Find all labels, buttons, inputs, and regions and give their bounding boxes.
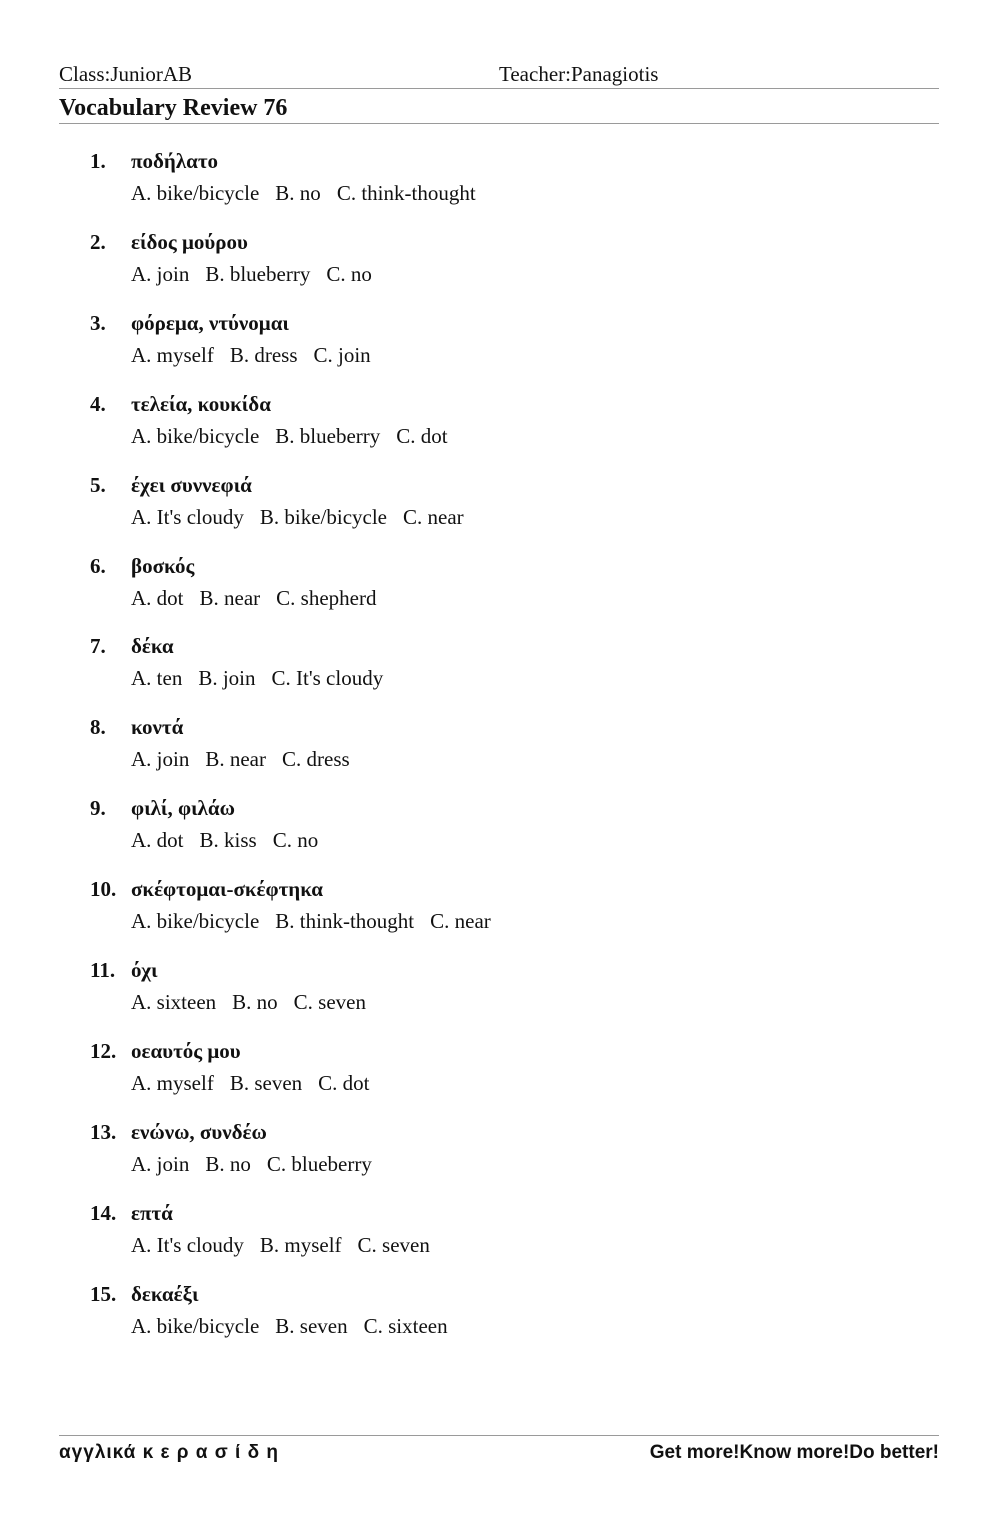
question-item [0, 1282, 1000, 1352]
question-word: φιλί, φιλάω [131, 796, 235, 821]
footer-divider [59, 1435, 939, 1436]
question-number: 2. [90, 229, 106, 254]
question-number: 15. [90, 1281, 117, 1306]
answer-options [131, 666, 399, 691]
answer-option[interactable]: C. dot [318, 1070, 370, 1095]
answer-option[interactable]: A. join [131, 1151, 190, 1176]
question-number: 1. [90, 149, 106, 173]
question-word: οεαυτός μου [131, 1038, 241, 1063]
question-number: 11. [90, 958, 116, 982]
answer-options [131, 1071, 386, 1096]
question-word: ενώνω, συνδέω [131, 1119, 267, 1144]
answer-option[interactable]: B. blueberry [275, 423, 381, 448]
question-item [0, 877, 1000, 947]
answer-options [131, 343, 387, 368]
question-number: 3. [90, 310, 106, 335]
answer-option[interactable]: B. no [232, 990, 278, 1014]
question-word: ποδήλατο [131, 149, 219, 173]
answer-options [131, 505, 480, 530]
page-title: Vocabulary Review 76 [59, 93, 939, 124]
answer-option[interactable]: A. myself [131, 1070, 214, 1095]
answer-option[interactable]: B. join [198, 666, 256, 691]
answer-option[interactable]: A. dot [131, 828, 184, 853]
question-item [0, 796, 1000, 866]
answer-options [131, 909, 507, 934]
answer-option[interactable]: C. near [430, 909, 491, 934]
question-item [0, 473, 1000, 543]
question-number: 14. [90, 1200, 117, 1225]
question-word: έχει συννεφιά [131, 472, 252, 497]
question-item [0, 1039, 1000, 1109]
answer-option[interactable]: A. It's cloudy [131, 504, 244, 529]
answer-option[interactable]: B. think-thought [275, 909, 415, 934]
question-item [0, 230, 1000, 300]
answer-option[interactable]: C. dress [282, 747, 350, 772]
question-word: επτά [131, 1200, 173, 1225]
answer-option[interactable]: B. dress [229, 342, 298, 367]
answer-option[interactable]: C. It's cloudy [271, 666, 384, 691]
answer-option[interactable]: B. seven [275, 1313, 348, 1338]
answer-option[interactable]: A. join [131, 747, 190, 772]
question-word: κοντά [131, 715, 184, 740]
question-word: τελεία, κουκίδα [131, 391, 271, 416]
answer-option[interactable]: A. bike/bicycle [131, 909, 260, 934]
answer-option[interactable]: C. shepherd [276, 585, 377, 610]
question-item [0, 1120, 1000, 1190]
answer-option[interactable]: C. blueberry [266, 1151, 372, 1176]
answer-option[interactable]: B. kiss [199, 828, 257, 853]
answer-option[interactable]: C. dot [396, 423, 448, 448]
answer-options [131, 1233, 446, 1258]
question-word: δέκα [131, 634, 174, 659]
answer-option[interactable]: A. bike/bicycle [131, 1313, 260, 1338]
question-item [0, 1201, 1000, 1271]
answer-option[interactable]: A. dot [131, 585, 184, 610]
answer-option[interactable]: B. seven [229, 1070, 303, 1095]
question-number: 12. [90, 1038, 117, 1063]
answer-option[interactable]: C. sixteen [363, 1313, 448, 1338]
question-word: φόρεμα, ντύνομαι [131, 310, 289, 335]
question-number: 7. [90, 634, 106, 659]
answer-options [131, 828, 334, 853]
question-word: είδος μούρου [131, 229, 248, 254]
answer-options [131, 586, 392, 611]
question-number: 5. [90, 472, 106, 497]
answer-option[interactable]: A. ten [131, 666, 183, 691]
answer-option[interactable]: B. near [205, 747, 266, 772]
answer-options [131, 262, 388, 287]
question-item [0, 715, 1000, 785]
question-number: 4. [90, 391, 106, 416]
question-number: 8. [90, 715, 106, 740]
question-item [0, 149, 1000, 219]
answer-option[interactable]: B. bike/bicycle [259, 504, 387, 529]
question-word: βοσκός [131, 553, 195, 578]
answer-option[interactable]: B. no [205, 1151, 251, 1176]
question-number: 13. [90, 1119, 117, 1144]
answer-option[interactable]: C. join [313, 342, 371, 367]
question-word: όχι [131, 958, 158, 982]
answer-option[interactable]: A. join [131, 261, 190, 286]
question-word: δεκαέξι [131, 1281, 199, 1306]
question-item [0, 554, 1000, 624]
answer-option[interactable]: B. blueberry [205, 261, 311, 286]
answer-option[interactable]: A. bike/bicycle [131, 181, 260, 205]
answer-option[interactable]: C. no [326, 261, 372, 286]
answer-options [131, 747, 366, 772]
question-item [0, 634, 1000, 704]
answer-options [131, 181, 492, 206]
answer-option[interactable]: C. near [403, 504, 464, 529]
question-word: σκέφτομαι-σκέφτηκα [131, 877, 324, 902]
answer-options [131, 990, 382, 1015]
answer-option[interactable]: B. near [199, 585, 261, 610]
answer-option[interactable]: B. myself [259, 1232, 342, 1257]
class-label: Class:JuniorAB [59, 62, 193, 86]
footer-brand: αγγλικά κ ε ρ α σ ί δ η [59, 1442, 279, 1463]
answer-options [131, 1152, 388, 1177]
answer-option[interactable]: A. sixteen [131, 990, 217, 1014]
answer-options [131, 424, 464, 449]
question-item [0, 392, 1000, 462]
question-item [0, 311, 1000, 381]
answer-option[interactable]: C. seven [357, 1232, 430, 1257]
answer-option[interactable]: A. bike/bicycle [131, 423, 260, 448]
answer-option[interactable]: A. It's cloudy [131, 1232, 244, 1257]
answer-options [131, 1314, 464, 1339]
worksheet-header [59, 62, 939, 89]
footer-slogan: Get more!Know more!Do better! [649, 1442, 939, 1463]
teacher-label: Teacher:Panagiotis [499, 62, 659, 86]
answer-option[interactable]: A. myself [131, 342, 214, 367]
question-number: 10. [90, 877, 117, 902]
question-item [0, 958, 1000, 1028]
answer-option[interactable]: C. no [272, 828, 319, 853]
answer-option[interactable]: B. no [275, 181, 321, 205]
question-number: 6. [90, 553, 106, 578]
question-number: 9. [90, 796, 106, 821]
answer-option[interactable]: C. think-thought [336, 181, 476, 205]
answer-option[interactable]: C. seven [293, 990, 366, 1014]
